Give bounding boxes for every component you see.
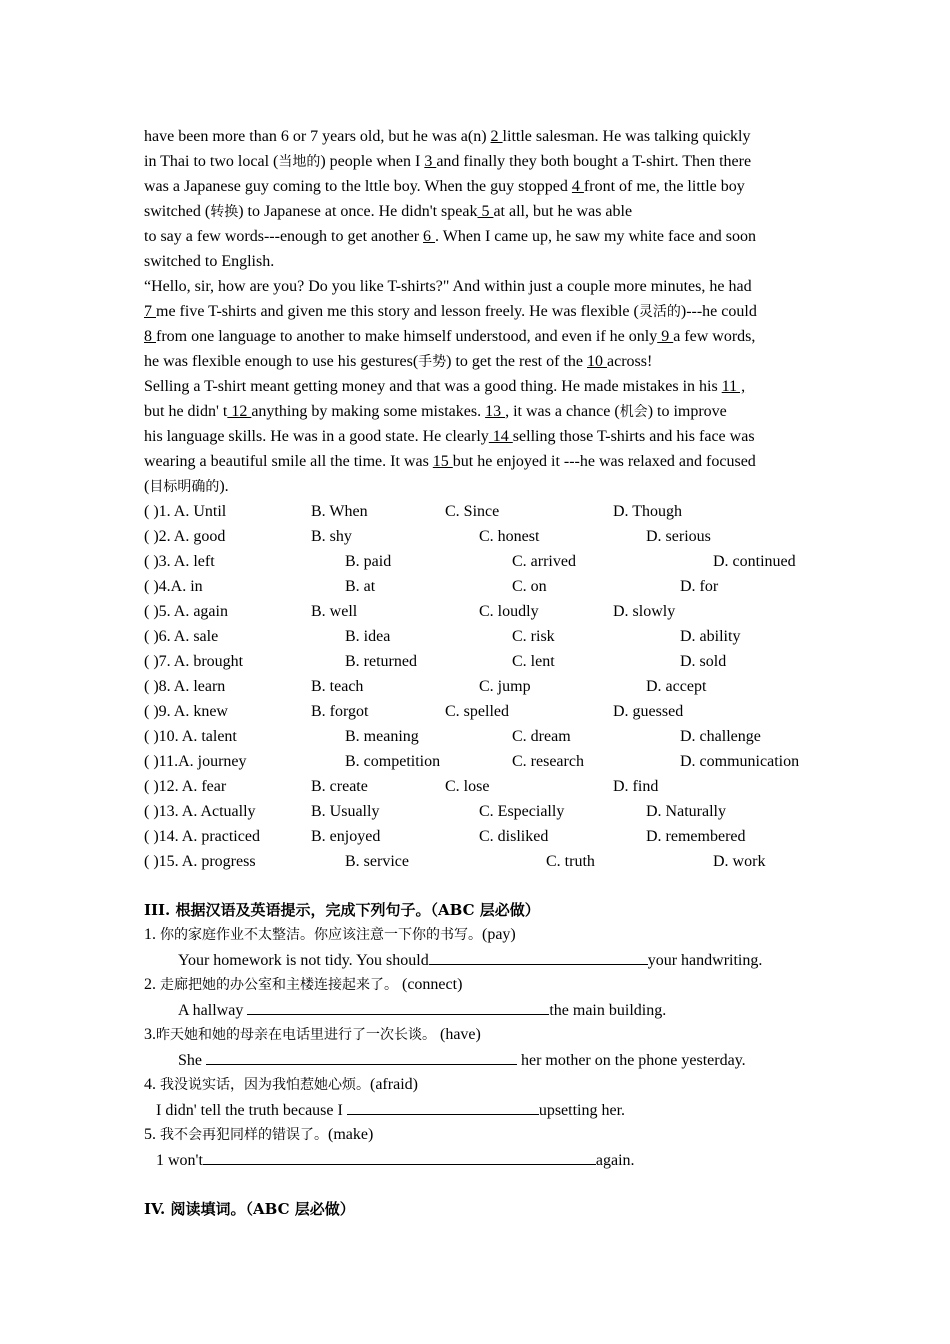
answer-blank-2[interactable] bbox=[247, 1000, 549, 1015]
section-4-title: IV. 阅读填词。（ABC 层必做） bbox=[144, 1200, 355, 1218]
blank-3[interactable]: 3 bbox=[424, 153, 437, 170]
option-c: C. truth bbox=[546, 853, 595, 870]
question-stem: ( )10. A. talent bbox=[144, 728, 237, 745]
blank-8[interactable]: 8 bbox=[144, 328, 156, 345]
option-c: C. dream bbox=[512, 728, 571, 745]
blank-12[interactable]: 12 bbox=[227, 403, 252, 420]
question-stem: ( )15. A. progress bbox=[144, 853, 256, 870]
question-stem: ( )12. A. fear bbox=[144, 778, 227, 795]
option-c: C. spelled bbox=[445, 703, 509, 720]
passage-line: to say a few words---enough to get another 6 . When I came up, he saw my white face and soon bbox=[144, 228, 756, 245]
question-stem: ( )3. A. left bbox=[144, 553, 215, 570]
blank-11[interactable]: 11 , bbox=[721, 378, 746, 395]
option-b: B. meaning bbox=[345, 728, 419, 745]
prompt-4: 4. 我没说实话，因为我怕惹她心烦。(afraid) bbox=[144, 1076, 418, 1093]
question-stem: ( )4.A. in bbox=[144, 578, 203, 595]
passage-line: but he didn' t 12 anything by making some mistakes. 13 , it was a chance (机会) to improve bbox=[144, 403, 727, 420]
option-b: B. forgot bbox=[311, 703, 369, 720]
passage-line: Selling a T-shirt meant getting money and that was a good thing. He made mistakes in his 11 , bbox=[144, 378, 746, 395]
option-d: D. serious bbox=[646, 528, 711, 545]
section-3-title: III. 根据汉语及英语提示，完成下列句子。（ABC 层必做） bbox=[144, 901, 540, 919]
option-c: C. jump bbox=[479, 678, 531, 695]
blank-5[interactable]: 5 bbox=[477, 203, 494, 220]
blank-7[interactable]: 7 bbox=[144, 303, 156, 320]
sentence-2: A hallway the main building. bbox=[178, 1002, 667, 1019]
option-b: B. returned bbox=[345, 653, 417, 670]
option-c: C. risk bbox=[512, 628, 555, 645]
option-d: D. ability bbox=[680, 628, 741, 645]
passage-line: switched to English. bbox=[144, 253, 275, 270]
option-d: D. challenge bbox=[680, 728, 761, 745]
option-d: D. continued bbox=[713, 553, 796, 570]
question-stem: ( )9. A. knew bbox=[144, 703, 228, 720]
passage-line: was a Japanese guy coming to the lttle boy. When the guy stopped 4 front of me, the little boy bbox=[144, 178, 745, 195]
option-c: C. Since bbox=[445, 503, 500, 520]
option-b: B. create bbox=[311, 778, 368, 795]
question-stem: ( )2. A. good bbox=[144, 528, 226, 545]
question-stem: ( )14. A. practiced bbox=[144, 828, 260, 845]
option-b: B. service bbox=[345, 853, 409, 870]
option-b: B. enjoyed bbox=[311, 828, 381, 845]
option-b: B. Usually bbox=[311, 803, 380, 820]
question-stem: ( )5. A. again bbox=[144, 603, 228, 620]
option-c: C. lent bbox=[512, 653, 555, 670]
option-d: D. remembered bbox=[646, 828, 746, 845]
sentence-4: I didn' tell the truth because I upsetting her. bbox=[156, 1102, 626, 1119]
option-b: B. When bbox=[311, 503, 368, 520]
option-c: C. loudly bbox=[479, 603, 539, 620]
blank-13[interactable]: 13 bbox=[485, 403, 506, 420]
option-b: B. paid bbox=[345, 553, 392, 570]
option-d: D. Naturally bbox=[646, 803, 726, 820]
option-d: D. find bbox=[613, 778, 659, 795]
prompt-2: 2. 走廊把她的办公室和主楼连接起来了。 (connect) bbox=[144, 976, 463, 993]
blank-4[interactable]: 4 bbox=[571, 178, 584, 195]
option-d: D. accept bbox=[646, 678, 707, 695]
option-d: D. guessed bbox=[613, 703, 684, 720]
blank-9[interactable]: 9 bbox=[657, 328, 674, 345]
option-c: C. research bbox=[512, 753, 584, 770]
option-b: B. well bbox=[311, 603, 358, 620]
question-stem: ( )13. A. Actually bbox=[144, 803, 256, 820]
prompt-3: 3.昨天她和她的母亲在电话里进行了一次长谈。 (have) bbox=[144, 1026, 481, 1043]
prompt-1: 1. 你的家庭作业不太整洁。你应该注意一下你的书写。(pay) bbox=[144, 926, 516, 943]
blank-2[interactable]: 2 bbox=[490, 128, 503, 145]
sentence-1: Your homework is not tidy. You should your handwriting. bbox=[178, 952, 763, 969]
passage-line: he was flexible enough to use his gestures(手势) to get the rest of the 10 across! bbox=[144, 353, 653, 370]
sentence-5: 1 won't again. bbox=[156, 1152, 635, 1169]
passage-line: 8 from one language to another to make himself understood, and even if he only 9 a few words, bbox=[144, 328, 756, 345]
answer-blank-1[interactable] bbox=[429, 950, 648, 965]
passage-line: 7 me five T-shirts and given me this story and lesson freely. He was flexible (灵活的)---he could bbox=[144, 303, 757, 320]
option-c: C. honest bbox=[479, 528, 540, 545]
question-stem: ( )7. A. brought bbox=[144, 653, 244, 670]
option-d: D. communication bbox=[680, 753, 800, 770]
question-stem: ( )6. A. sale bbox=[144, 628, 219, 645]
blank-15[interactable]: 15 bbox=[432, 453, 453, 470]
option-d: D. sold bbox=[680, 653, 727, 670]
answer-blank-4[interactable] bbox=[347, 1100, 539, 1115]
sentence-3: She her mother on the phone yesterday. bbox=[178, 1052, 746, 1069]
passage-line: switched (转换) to Japanese at once. He didn't speak 5 at all, but he was able bbox=[144, 203, 633, 220]
option-c: C. arrived bbox=[512, 553, 576, 570]
question-stem: ( )1. A. Until bbox=[144, 503, 227, 520]
option-c: C. Especially bbox=[479, 803, 565, 820]
passage-line: in Thai to two local (当地的) people when I 3 and finally they both bought a T-shirt. Then there bbox=[144, 153, 752, 170]
blank-10[interactable]: 10 bbox=[587, 353, 607, 370]
prompt-5: 5. 我不会再犯同样的错误了。(make) bbox=[144, 1126, 374, 1143]
option-b: B. competition bbox=[345, 753, 441, 770]
answer-blank-5[interactable] bbox=[203, 1150, 596, 1165]
option-b: B. at bbox=[345, 578, 376, 595]
option-c: C. disliked bbox=[479, 828, 549, 845]
blank-6[interactable]: 6 bbox=[423, 228, 436, 245]
passage-line: “Hello, sir, how are you? Do you like T-shirts?" And within just a couple more minutes, he had bbox=[144, 278, 752, 295]
option-c: C. on bbox=[512, 578, 547, 595]
option-b: B. teach bbox=[311, 678, 364, 695]
option-b: B. shy bbox=[311, 528, 352, 545]
option-d: D. slowly bbox=[613, 603, 676, 620]
option-d: D. Though bbox=[613, 503, 683, 520]
option-c: C. lose bbox=[445, 778, 490, 795]
answer-blank-3[interactable] bbox=[206, 1050, 517, 1065]
option-d: D. for bbox=[680, 578, 719, 595]
passage-line: have been more than 6 or 7 years old, but he was a(n) 2 little salesman. He was talking quickly bbox=[144, 128, 751, 145]
option-b: B. idea bbox=[345, 628, 391, 645]
question-stem: ( )8. A. learn bbox=[144, 678, 226, 695]
blank-14[interactable]: 14 bbox=[488, 428, 513, 445]
passage-line: wearing a beautiful smile all the time. It was 15 but he enjoyed it ---he was relaxed and focused bbox=[144, 453, 756, 470]
question-stem: ( )11.A. journey bbox=[144, 753, 247, 770]
passage-line: (目标明确的). bbox=[144, 478, 229, 495]
passage-line: his language skills. He was in a good state. He clearly 14 selling those T-shirts and his face was bbox=[144, 428, 755, 445]
option-d: D. work bbox=[713, 853, 766, 870]
